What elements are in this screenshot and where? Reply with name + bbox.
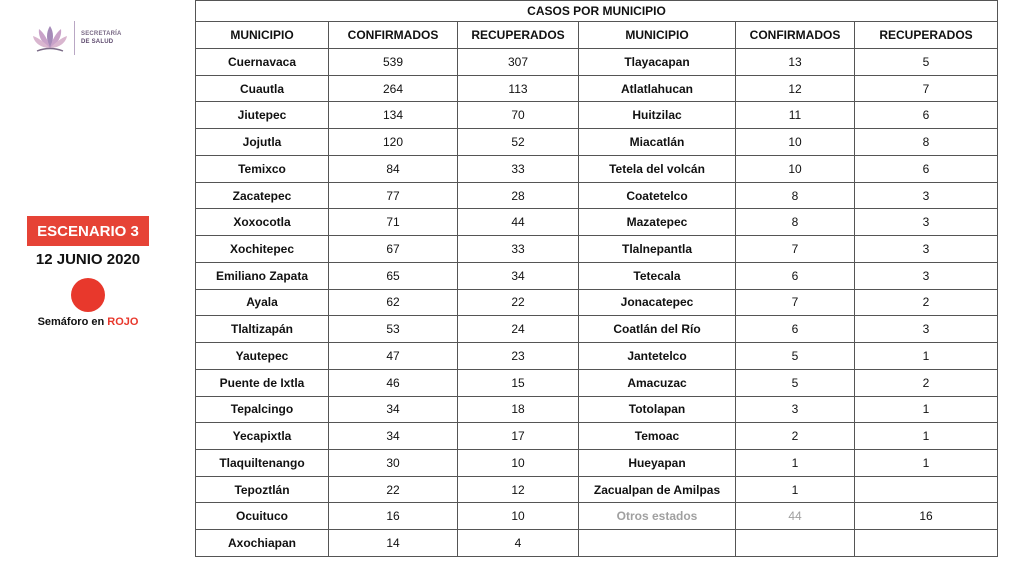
confirmados-cell: 62 xyxy=(329,289,458,316)
recuperados-cell: 1 xyxy=(855,343,998,370)
confirmados-cell: 1 xyxy=(736,450,855,477)
municipio-cell: Zacualpan de Amilpas xyxy=(579,476,736,503)
table-row xyxy=(196,450,998,477)
confirmados-cell: 7 xyxy=(736,289,855,316)
confirmados-cell: 120 xyxy=(329,129,458,156)
municipio-cell: Ocuituco xyxy=(196,503,329,530)
logo-text xyxy=(81,30,131,46)
municipio-cell: Jonacatepec xyxy=(579,289,736,316)
recuperados-cell: 10 xyxy=(458,450,579,477)
recuperados-cell: 307 xyxy=(458,49,579,76)
table-row xyxy=(196,182,998,209)
confirmados-cell: 539 xyxy=(329,49,458,76)
recuperados-cell xyxy=(855,530,998,557)
municipio-cell: Coatetelco xyxy=(579,182,736,209)
recuperados-cell: 2 xyxy=(855,369,998,396)
municipio-cell: Miacatlán xyxy=(579,129,736,156)
municipio-cell: Atlatlahucan xyxy=(579,75,736,102)
recuperados-cell: 7 xyxy=(855,75,998,102)
municipio-cell: Jantetelco xyxy=(579,343,736,370)
scenario-badge: ESCENARIO 3 xyxy=(27,216,149,246)
recuperados-cell: 2 xyxy=(855,289,998,316)
municipio-cell: Tlalnepantla xyxy=(579,236,736,263)
table-header-row xyxy=(196,22,998,49)
recuperados-cell: 6 xyxy=(855,102,998,129)
confirmados-cell: 16 xyxy=(329,503,458,530)
recuperados-cell: 5 xyxy=(855,49,998,76)
table-row xyxy=(196,49,998,76)
confirmados-cell: 14 xyxy=(329,530,458,557)
confirmados-cell: 1 xyxy=(736,476,855,503)
municipio-cell: Huitzilac xyxy=(579,102,736,129)
table-row xyxy=(196,236,998,263)
confirmados-cell: 6 xyxy=(736,316,855,343)
municipio-cell: Yecapixtla xyxy=(196,423,329,450)
table-row xyxy=(196,289,998,316)
table-row xyxy=(196,476,998,503)
confirmados-cell: 5 xyxy=(736,343,855,370)
table-row xyxy=(196,343,998,370)
scenario-date: 12 JUNIO 2020 xyxy=(35,251,141,268)
confirmados-cell: 8 xyxy=(736,209,855,236)
recuperados-cell: 12 xyxy=(458,476,579,503)
confirmados-cell: 84 xyxy=(329,155,458,182)
recuperados-cell xyxy=(855,476,998,503)
table-row xyxy=(196,503,998,530)
confirmados-cell: 34 xyxy=(329,396,458,423)
recuperados-cell: 52 xyxy=(458,129,579,156)
confirmados-cell: 67 xyxy=(329,236,458,263)
confirmados-cell: 10 xyxy=(736,129,855,156)
recuperados-cell: 23 xyxy=(458,343,579,370)
confirmados-cell: 7 xyxy=(736,236,855,263)
recuperados-cell: 1 xyxy=(855,396,998,423)
confirmados-cell: 5 xyxy=(736,369,855,396)
confirmados-cell: 6 xyxy=(736,262,855,289)
municipio-cell: Tlaltizapán xyxy=(196,316,329,343)
municipio-cell: Tepoztlán xyxy=(196,476,329,503)
confirmados-cell: 2 xyxy=(736,423,855,450)
recuperados-cell: 3 xyxy=(855,316,998,343)
header-recuperados-right: RECUPERADOS xyxy=(855,22,998,49)
table-row xyxy=(196,369,998,396)
table-row xyxy=(196,102,998,129)
recuperados-cell: 1 xyxy=(855,423,998,450)
municipio-cell: Hueyapan xyxy=(579,450,736,477)
semaforo-prefix: Semáforo en xyxy=(37,316,108,328)
recuperados-cell: 22 xyxy=(458,289,579,316)
table-row xyxy=(196,155,998,182)
recuperados-cell: 10 xyxy=(458,503,579,530)
municipio-cell: Mazatepec xyxy=(579,209,736,236)
confirmados-cell: 34 xyxy=(329,423,458,450)
municipio-cell: Totolapan xyxy=(579,396,736,423)
recuperados-cell: 1 xyxy=(855,450,998,477)
recuperados-cell: 113 xyxy=(458,75,579,102)
confirmados-cell: 30 xyxy=(329,450,458,477)
recuperados-cell: 24 xyxy=(458,316,579,343)
municipio-cell: Zacatepec xyxy=(196,182,329,209)
municipio-cell: Xochitepec xyxy=(196,236,329,263)
semaforo-color-word: ROJO xyxy=(107,316,139,328)
header-recuperados-left: RECUPERADOS xyxy=(458,22,579,49)
table-body xyxy=(196,49,998,557)
municipio-cell: Tlayacapan xyxy=(579,49,736,76)
recuperados-cell: 3 xyxy=(855,262,998,289)
logo-line-1: SECRETARÍA xyxy=(81,31,122,37)
table-row xyxy=(196,262,998,289)
municipio-cell: Tepalcingo xyxy=(196,396,329,423)
confirmados-cell: 3 xyxy=(736,396,855,423)
recuperados-cell: 70 xyxy=(458,102,579,129)
municipio-cell: Coatlán del Río xyxy=(579,316,736,343)
confirmados-cell: 12 xyxy=(736,75,855,102)
semaforo-label xyxy=(27,316,149,328)
confirmados-cell: 22 xyxy=(329,476,458,503)
municipio-cell: Cuernavaca xyxy=(196,49,329,76)
recuperados-cell: 8 xyxy=(855,129,998,156)
municipio-cell: Tetecala xyxy=(579,262,736,289)
lotus-logo-icon xyxy=(30,20,70,56)
confirmados-cell: 13 xyxy=(736,49,855,76)
municipio-cell: Xoxocotla xyxy=(196,209,329,236)
cases-by-municipality-table xyxy=(195,0,998,557)
municipio-cell: Emiliano Zapata xyxy=(196,262,329,289)
table-row xyxy=(196,396,998,423)
table-row xyxy=(196,423,998,450)
confirmados-cell: 44 xyxy=(736,503,855,530)
municipio-cell: Tlaquiltenango xyxy=(196,450,329,477)
confirmados-cell: 53 xyxy=(329,316,458,343)
recuperados-cell: 33 xyxy=(458,236,579,263)
recuperados-cell: 18 xyxy=(458,396,579,423)
confirmados-cell: 10 xyxy=(736,155,855,182)
municipio-cell xyxy=(579,530,736,557)
table-row xyxy=(196,129,998,156)
confirmados-cell: 264 xyxy=(329,75,458,102)
confirmados-cell: 65 xyxy=(329,262,458,289)
recuperados-cell: 17 xyxy=(458,423,579,450)
municipio-cell: Axochiapan xyxy=(196,530,329,557)
recuperados-cell: 3 xyxy=(855,209,998,236)
municipio-cell: Tetela del volcán xyxy=(579,155,736,182)
table-row xyxy=(196,209,998,236)
header-confirmados-right: CONFIRMADOS xyxy=(736,22,855,49)
recuperados-cell: 4 xyxy=(458,530,579,557)
recuperados-cell: 34 xyxy=(458,262,579,289)
municipio-cell: Ayala xyxy=(196,289,329,316)
recuperados-cell: 6 xyxy=(855,155,998,182)
confirmados-cell xyxy=(736,530,855,557)
confirmados-cell: 134 xyxy=(329,102,458,129)
header-municipio-right: MUNICIPIO xyxy=(579,22,736,49)
header-municipio-left: MUNICIPIO xyxy=(196,22,329,49)
confirmados-cell: 11 xyxy=(736,102,855,129)
confirmados-cell: 47 xyxy=(329,343,458,370)
recuperados-cell: 15 xyxy=(458,369,579,396)
logo-line-2: DE SALUD xyxy=(81,39,114,45)
confirmados-cell: 46 xyxy=(329,369,458,396)
table-title: CASOS POR MUNICIPIO xyxy=(196,1,998,22)
recuperados-cell: 28 xyxy=(458,182,579,209)
recuperados-cell: 44 xyxy=(458,209,579,236)
municipio-cell: Amacuzac xyxy=(579,369,736,396)
recuperados-cell: 3 xyxy=(855,182,998,209)
municipio-cell: Cuautla xyxy=(196,75,329,102)
confirmados-cell: 8 xyxy=(736,182,855,209)
confirmados-cell: 77 xyxy=(329,182,458,209)
logo-divider xyxy=(74,21,75,55)
cases-table-wrapper xyxy=(195,0,997,557)
municipio-cell: Temixco xyxy=(196,155,329,182)
municipio-cell: Otros estados xyxy=(579,503,736,530)
recuperados-cell: 3 xyxy=(855,236,998,263)
table-row xyxy=(196,75,998,102)
recuperados-cell: 33 xyxy=(458,155,579,182)
municipio-cell: Temoac xyxy=(579,423,736,450)
confirmados-cell: 71 xyxy=(329,209,458,236)
secretaria-salud-logo xyxy=(30,16,131,60)
municipio-cell: Jojutla xyxy=(196,129,329,156)
table-row xyxy=(196,530,998,557)
semaforo-red-dot xyxy=(71,278,105,312)
municipio-cell: Jiutepec xyxy=(196,102,329,129)
header-confirmados-left: CONFIRMADOS xyxy=(329,22,458,49)
recuperados-cell: 16 xyxy=(855,503,998,530)
municipio-cell: Yautepec xyxy=(196,343,329,370)
municipio-cell: Puente de Ixtla xyxy=(196,369,329,396)
table-row xyxy=(196,316,998,343)
